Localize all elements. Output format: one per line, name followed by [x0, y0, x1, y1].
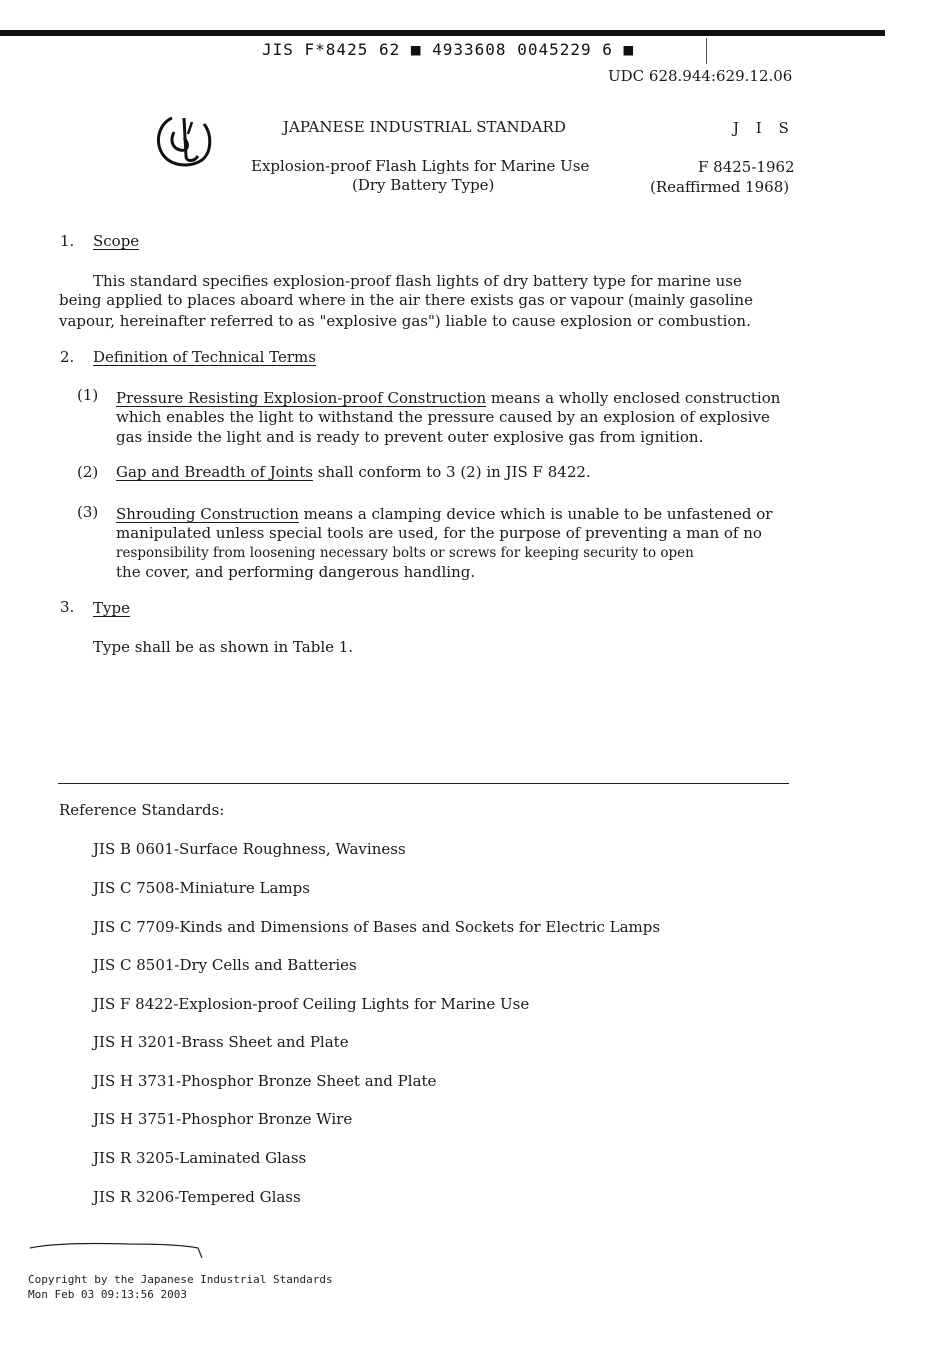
print-timestamp: Mon Feb 03 09:13:56 2003	[28, 1288, 187, 1301]
term-3-definition-start: means a clamping device which is unable to be unfastened or	[298, 505, 773, 523]
reaffirmed-year: (Reaffirmed 1968)	[650, 178, 790, 196]
barcode-end-mark	[706, 38, 707, 64]
document-title-line2: (Dry Battery Type)	[352, 176, 495, 194]
section-1-title: Scope	[93, 232, 140, 250]
section-3-number: 3.	[60, 598, 75, 616]
reference-divider	[58, 783, 789, 784]
reference-item: JIS H 3201-Brass Sheet and Plate	[93, 1033, 349, 1051]
term-3-line-2: manipulated unless special tools are used, for the purpose of preventing a man of no	[116, 524, 762, 542]
footnote-rule	[28, 1232, 208, 1262]
section-1-number: 1.	[60, 232, 75, 250]
reference-item: JIS R 3206-Tempered Glass	[93, 1188, 301, 1206]
reference-standards-title: Reference Standards:	[59, 801, 225, 819]
reference-item: JIS R 3205-Laminated Glass	[93, 1149, 307, 1167]
reference-item: JIS C 7508-Miniature Lamps	[93, 879, 310, 897]
term-1-definition-start: means a wholly enclosed construction	[486, 389, 781, 407]
reference-item: JIS C 8501-Dry Cells and Batteries	[93, 956, 357, 974]
standard-label: JAPANESE INDUSTRIAL STANDARD	[283, 118, 566, 136]
scope-line-3: vapour, hereinafter referred to as "explosive gas") liable to cause explosion or combustion.	[59, 312, 751, 330]
jis-label: J I S	[733, 119, 795, 137]
type-text: Type shall be as shown in Table 1.	[93, 638, 354, 656]
term-1-name: Pressure Resisting Explosion-proof Construction	[116, 389, 487, 407]
top-rule	[0, 30, 885, 36]
section-2-number: 2.	[60, 348, 75, 366]
term-1-line-3: gas inside the light and is ready to prevent outer explosive gas from ignition.	[116, 428, 704, 446]
jis-mark-logo	[150, 110, 220, 174]
scope-line-1: This standard specifies explosion-proof flash lights of dry battery type for marine use	[93, 272, 742, 290]
udc-code: UDC 628.944:629.12.06	[608, 67, 793, 85]
term-2-definition: shall conform to 3 (2) in JIS F 8422.	[312, 463, 591, 481]
term-1-number: (1)	[77, 386, 99, 404]
term-3-line-1	[116, 505, 772, 524]
standard-number: F 8425-1962	[698, 158, 795, 176]
term-1-line-2: which enables the light to withstand the pressure caused by an explosion of explosive	[116, 408, 770, 426]
term-3-name: Shrouding Construction	[116, 505, 299, 523]
reference-item: JIS H 3731-Phosphor Bronze Sheet and Plate	[93, 1072, 437, 1090]
barcode-line: JIS F*8425 62 ■ 4933608 0045229 6 ■	[262, 40, 635, 59]
scope-line-2: being applied to places aboard where in the air there exists gas or vapour (mainly gasoline	[59, 291, 753, 309]
term-2-number: (2)	[77, 463, 99, 481]
reference-item: JIS H 3751-Phosphor Bronze Wire	[93, 1110, 353, 1128]
section-2-title: Definition of Technical Terms	[93, 348, 316, 366]
copyright-notice: Copyright by the Japanese Industrial Standards	[28, 1273, 333, 1286]
section-3-title: Type	[93, 599, 130, 617]
reference-item: JIS B 0601-Surface Roughness, Waviness	[93, 840, 406, 858]
term-1-line-1	[116, 389, 780, 408]
term-2-name: Gap and Breadth of Joints	[116, 463, 313, 481]
term-2-line-1	[116, 463, 591, 482]
reference-item: JIS F 8422-Explosion-proof Ceiling Lights for Marine Use	[93, 995, 530, 1013]
document-title-line1: Explosion-proof Flash Lights for Marine Use	[251, 157, 590, 175]
reference-item: JIS C 7709-Kinds and Dimensions of Bases and Sockets for Electric Lamps	[93, 918, 661, 936]
term-3-line-3: responsibility from loosening necessary bolts or screws for keeping security to open	[116, 545, 694, 561]
term-3-number: (3)	[77, 503, 99, 521]
term-3-line-4: the cover, and performing dangerous handling.	[116, 563, 476, 581]
